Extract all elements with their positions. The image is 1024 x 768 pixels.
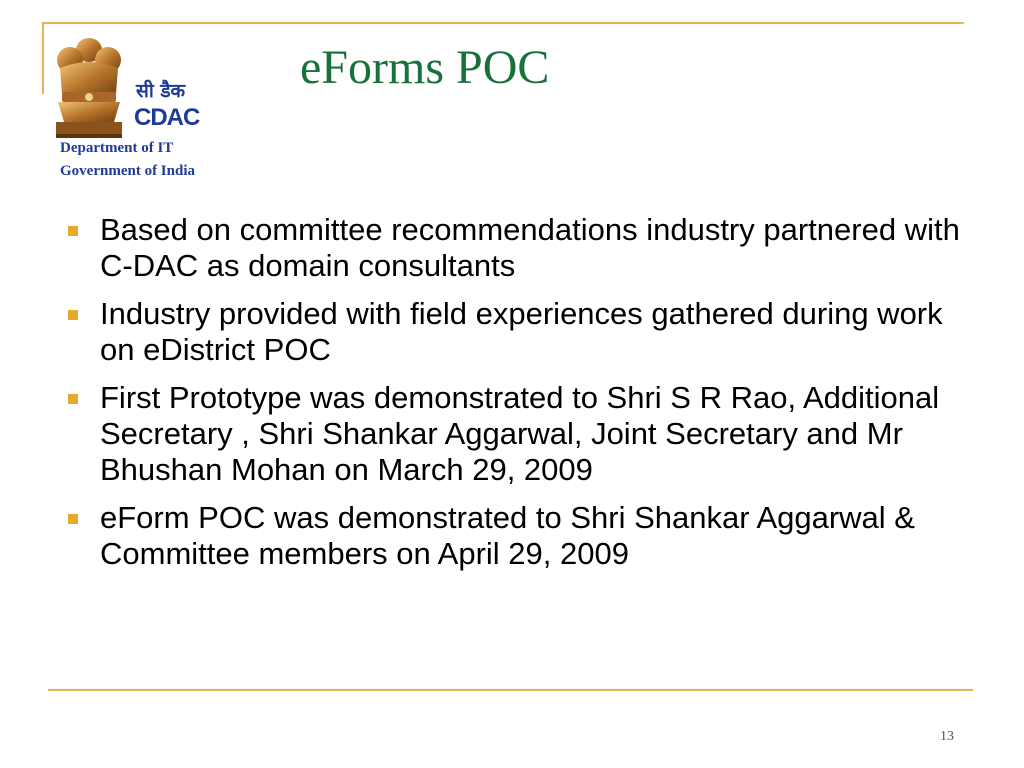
national-emblem-icon: [50, 34, 128, 144]
square-bullet-icon: [68, 226, 78, 236]
slide-title: eForms POC: [300, 41, 550, 94]
square-bullet-icon: [68, 310, 78, 320]
svg-text:CDAC: CDAC: [134, 104, 200, 131]
svg-text:सी डैक: सी डैक: [136, 80, 186, 102]
bullet-text: Based on committee recommendations industry partnered with C-DAC as domain consultants: [100, 212, 960, 283]
frame-bottom-line: [48, 689, 973, 691]
bullet-item: [62, 296, 962, 368]
square-bullet-icon: [68, 394, 78, 404]
bullet-list: [62, 212, 962, 584]
frame-top-line: [42, 22, 964, 24]
department-line-2: Government of India: [60, 163, 195, 179]
frame-left-line: [42, 22, 44, 94]
cdac-logo-text: [0, 0, 1, 1]
bullet-text: First Prototype was demonstrated to Shri S R Rao, Additional Secretary , Shri Shankar Aggarwal, Joint Secretary and Mr Bhushan Mohan on March 29, 2009: [100, 380, 940, 487]
bullet-item: [62, 380, 962, 488]
bullet-item: [62, 500, 962, 572]
cdac-logo: [134, 75, 220, 131]
bullet-text: Industry provided with field experiences gathered during work on eDistrict POC: [100, 296, 943, 367]
department-line-1: Department of IT: [60, 140, 174, 156]
page-number: 13: [940, 729, 954, 744]
square-bullet-icon: [68, 514, 78, 524]
bullet-text: eForm POC was demonstrated to Shri Shankar Aggarwal & Committee members on April 29, 2009: [100, 500, 915, 571]
bullet-item: [62, 212, 962, 284]
